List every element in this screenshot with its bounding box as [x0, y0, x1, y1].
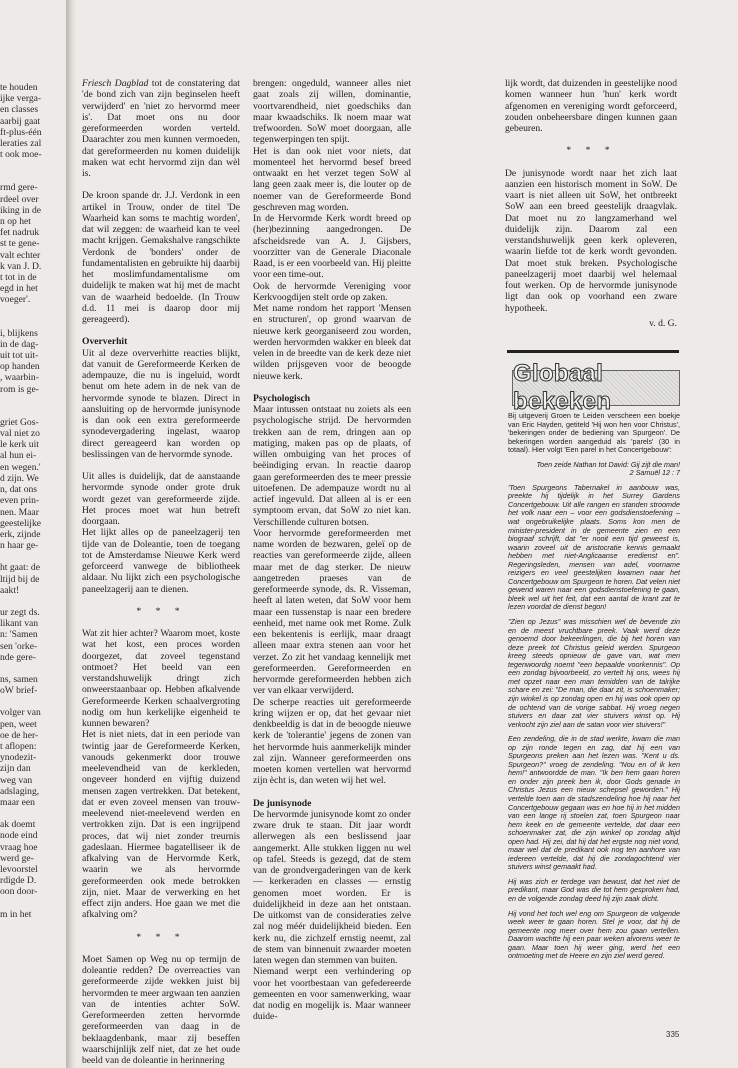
bleed-line: t aflopen:: [0, 740, 37, 752]
bleed-line: [0, 898, 64, 909]
bleed-line: oW brief-: [0, 685, 38, 697]
bleed-line: n, dat ons: [0, 484, 38, 496]
bleed-line: en classes: [0, 104, 39, 116]
column-3-text: [505, 78, 677, 329]
paragraph: De kroon spande dr. J.J. Verdonk in een artikel in Trouw, onder de titel 'De Waarheid kan soms te machtig worden', dat wil zeggen: de waarheid kan te veel macht krijgen. Gemakshalve rangschikte Verdonk de 'bonders' onder de fundamentalisten en gebruikte hij daarbij het moslimfundamentalisme om duidelijk te maken wat hij met de macht van de waarheid bedoelde. (In Trouw d.d. 11 mei is daarop door mij gereageerd).: [82, 190, 240, 325]
bleed-line: le kerk uit: [0, 439, 39, 451]
bleed-line: m in het: [0, 908, 32, 920]
bleed-line: erk, zijnde: [0, 528, 41, 540]
paragraph: Moet Samen op Weg nu op termijn de doleantie redden? De overreacties van gereformeerde zijde wekken juist bij hervormden te meer argwaan ten aanzien van de intenties achter SoW. Gereformeerden zetten hervormde gereformeerden van daag in de beklaagdenbank, maar zij beseffen waarschijnlijk zelf niet, dat ze het oude beeld van de doleantie in herinnering: [82, 953, 240, 1066]
box-paragraph: Hij was zich er terdege van bewust, dat het niet de predikant, maar God was die tot hem gesproken had, en de volgende zondag deed hij zijn zaak dicht.: [508, 876, 680, 903]
paragraph-text: tot de constatering dat 'de bond zich van zijn beginselen heeft verwijderd' en 'niet zo hervormd meer is'. Dat moet ons nu door gereformeerden worden verteld. Daarachter zou men kunnen vermoeden, dat gereformeerden nu komen duidelijk maken wat echt hervormd zijn dan wèl is.: [82, 78, 240, 179]
bleed-line: st te gene-: [0, 238, 40, 250]
paper-name: Friesch Dagblad: [82, 78, 149, 89]
bleed-line: ltijd bij de: [0, 573, 40, 585]
bleed-line: rdigde D.: [0, 875, 37, 887]
bleed-line: k van J. D.: [0, 260, 42, 272]
bleed-line: [0, 306, 64, 317]
bleed-line: n haar ge-: [0, 540, 39, 552]
bleed-line: levoorstel: [0, 863, 38, 875]
bleed-line: rmd gere-: [0, 182, 38, 194]
bleed-line: node eind: [0, 830, 38, 842]
bleed-line: valt echter: [0, 249, 41, 261]
bleed-line: te houden: [0, 82, 38, 93]
bleed-line: oon door-: [0, 886, 38, 898]
verse-text: Toen zeide Nathan tot David: Gij zijt die man!: [536, 459, 680, 469]
subheading: Psychologisch: [253, 392, 311, 404]
bleed-line: ns, samen: [0, 673, 38, 685]
paragraph: De junisynode wordt naar het zich laat aanzien een historisch moment in SoW. De vaart is niet alleen uit SoW, het ontbreekt SoW aan een breed geestelijk draagvlak. Dat moet nu zo langzamerhand wel duidelijk zijn. Daarom zal een verstandshuwelijk geen kerk opleveren, waarin liefde tot de kerk wordt gevonden. Dat moet stuk breken. Psychologische paneelzagerij moet daarbij wel helemaal fout werken. Op de hervormde junisynode ligt dan ook op voorhand een zware hypotheek.: [505, 167, 677, 314]
paragraph: Met name rondom het rapport 'Mensen en structuren', op grond waarvan de nieuwe kerk georganiseerd zou worden, werden hervormden wakker en bleek dat velen in de breedte van de kerk deze niet wilden prijsgeven voor de beoogde nieuwe kerk.: [253, 303, 411, 382]
bleed-line: n op het: [0, 216, 31, 228]
bleed-line: even prin-: [0, 495, 40, 507]
bleed-line: [0, 696, 64, 707]
paragraph: lijk wordt, dat duizenden in geestelijke nood komen wanneer hun 'hun' kerk wordt afgenomen en vereniging wordt geforceerd, zouden onbeheersbare dingen kunnen gaan gebeuren.: [505, 78, 677, 134]
bleed-line: ur zegt ds.: [0, 606, 40, 618]
box-title-banner: [512, 360, 680, 415]
bleed-line: zijn dan: [0, 763, 31, 775]
paragraph: De scherpe reacties uit gereformeerde kring wijzen er op, dat het gevaar niet denkbeeldig is dat in de beoogde nieuwe kerk de 'tolerantie' jegens de zonen van het hervormde huis aanmerkelijk minder zal zijn. Wanneer gereformeerden ons moeten komen vertellen wat hervormd zijn ècht is, dan weten wij het wel.: [253, 696, 411, 787]
bleed-line: ak doemt: [0, 819, 36, 831]
paragraph: Maar intussen ontstaat nu zoiets als een psychologische strijd. De hervormden trekken aan de rem, dringen aan op matiging, maken pas op de plaats, of willen ombuiging van het proces of beëindiging ervan. In reactie daarop gaan gereformeerden des te meer pressie uitoefenen. De adempauze wordt nu al actief ingevuld. Dat alleen al is er een symptoom ervan, dat SoW zo niet kan. Verschillende culturen botsen.: [253, 404, 411, 528]
bleed-line: uit tot uit-: [0, 350, 39, 362]
bleed-line: [0, 663, 64, 674]
bleed-line: leraties zal: [0, 138, 42, 150]
paragraph: [82, 78, 240, 179]
bleed-line: werd ge-: [0, 852, 34, 864]
bleed-line: in de dag-: [0, 338, 39, 350]
bleed-line: ynodezit-: [0, 752, 37, 764]
column-1: [82, 78, 240, 1066]
book-gutter: [66, 0, 76, 1068]
paragraph: Voor hervormde gereformeerden met name worden de bezwaren, geleï op de reacties van gereformeerde zijde, alleen maar met de dag sterker. De nieuw aangetreden praeses van de gereformeerde synode, ds. R. Visseman, heeft al laten weten, dat SoW voor hem maar een tussenstap is naar een bredere eenheid, met name ook met Rome. Zulk een bekentenis is eerlijk, maar draagt alleen maar extra stenen aan voor het verzet. Zo zit het vandaag kennelijk met gereformeerden. Gereformeerden en hervormde gereformeerden hebben zich ver van elkaar verwijderd.: [253, 527, 411, 697]
bleed-line: [0, 160, 64, 171]
subheading: De junisynode: [253, 797, 312, 809]
bleed-line: griet Gos-: [0, 416, 39, 428]
bleed-line: likant van: [0, 618, 39, 630]
paragraph: Uit al deze oververhitte reacties blijkt, dat vanuit de Gereformeerde Kerken de adempauze, die nu is ingeluid, wordt benut om hete adem in de nek van de hervormde synode te blazen. Direct in aansluiting op de hervormde junisynode is dan ook een extra gereformeerde synodevergadering ingelast, waarop direct gereageerd kan worden op beslissingen van de hervormde synode.: [82, 347, 240, 460]
box-paragraph: 'Toen Spurgeons Tabernakel in aanbouw was, preekte hij tijdelijk in het Surrey Gardens Concertgebouw. Uit alle rangen en standen stroomde het volk naar een – voor een godsdienstoefening – wat ongebruikelijke plaats. Soms kon men de minister-president in de gemeente zien en een biograaf schrijft, dat "er nooit een tijd geweest is, waarin zoveel uit de aristocratie kennis gemaakt hebben met niet-Anglicaanse eredienst en". Regeringsleden, mensen van adel, voorname reizigers en veel geestelijken kwamen naar het Concertgebouw om Spurgeon te horen. Dat velen niet gewend waren naar een godsdienstoefening te gaan, bleek wel uit het feit, dat een aantal de krant zat te lezen voordat de dienst begon!: [508, 482, 680, 612]
bleed-line: val niet zo: [0, 428, 40, 440]
bleed-line: rdeel over: [0, 193, 39, 205]
paragraph: Ook de hervormde Vereniging voor Kerkvoogdijen stelt orde op zaken.: [253, 280, 411, 303]
bleed-line: pen, weet: [0, 718, 37, 730]
bleed-line: [0, 395, 64, 406]
bleed-line: fet nadruk: [0, 227, 40, 239]
bleed-line: geestelijke: [0, 517, 42, 529]
bleed-line: n: 'Samen: [0, 629, 38, 641]
bleed-line: sen 'orke-: [0, 640, 38, 652]
paragraph: De hervormde junisynode komt zo onder zware druk te staan. Dit jaar wordt allerwegen als een beslissend jaar aangemerkt. Alle stukken liggen nu wel op tafel. Steeds is gezegd, dat de stem van de grondvergaderingen van de kerk — kerkeraden en classes — ernstig genomen moet worden. Er is duidelijkheid in deze aan het ontstaan. De uitkomst van de consideraties zelve zal nog méér duidelijkheid bieden. Een kerk nu, die zichzelf ernstig neemt, zal de stem van binnenuit zwaarder moeten laten wegen dan stemmen van buiten.: [253, 808, 411, 966]
bleed-line: en wegen.': [0, 461, 41, 473]
bleed-line: ft-plus-één: [0, 126, 42, 138]
section-separator: * * *: [566, 145, 616, 157]
bleed-line: op handen: [0, 361, 40, 373]
heavy-rule: [507, 350, 679, 353]
bleed-line: aarbij gaat: [0, 115, 41, 127]
paragraph: Het is dan ook niet voor niets, dat momenteel het hervormd besef breed ontwaakt en het verzet tegen SoW al lang geen zaak meer is, die louter op de noemer van de Gereformeerde Bond geschreven mag worden.: [253, 145, 411, 213]
bleed-line: adslaging,: [0, 785, 40, 797]
bleed-line: maar een: [0, 796, 35, 808]
author-signature: v. d. G.: [649, 317, 677, 329]
box-paragraph: Hij vond het toch wel eng om Spurgeon de volgende week weer te gaan horen. Stel je voor, dat hij de gemeente nog meer over hem zou gaan vertellen. Daarom wachtte hij een paar weken alvorens weer te gaan. Maar toen hij weer ging, werd het een ontmoeting met de Heere en zijn ziel werd gered.: [508, 908, 680, 961]
bleed-line: oe de her-: [0, 729, 39, 741]
bleed-line: voeger'.: [0, 294, 31, 306]
bleed-line: [0, 171, 64, 182]
paragraph: In de Hervormde Kerk wordt breed op (her)bezinning aangedrongen. De afscheidsrede van A. J. Gijsbers, voorzitter van de Generale Diaconale Raad, is er een voorbeeld van. Hij pleitte voor een time-out.: [253, 213, 411, 281]
bleed-line: vraag hoe: [0, 841, 38, 853]
box-paragraph: "Zien op Jezus" was misschien wel de bevende zin en de meest vruchtbare preek. Vaak werd deze genoemd door bekeerlingen, die bij het horen van deze preek tot Christus geleid werden. Spurgeon kreeg steeds opnieuw de gave van, wat men tegenwoordig noemt "een bepaalde voorkennis". Op een zondag bijvoorbeeld, zo vertelt hij ons, wees hij met opzet naar een man temidden van de talrijke schare en zei: "De man, die daar zit, is schoenmaker; zijn winkel is op zondag open en hij was ook open op de ochtend van de vorige sabbat. Hij vroeg negen stuivers en daar zat vier stuivers winst op. Hij verkocht zijn ziel aan de satan voor vier stuivers!": [508, 617, 680, 729]
bleed-line: nde gere-: [0, 651, 36, 663]
paragraph: Het lijkt alles op de paneelzagerij ten tijde van de Doleantie, toen de toegang tot de Amsterdamse Nieuwe Kerk werd geforceerd vanwege de bibliotheek aldaar. Nu lijkt zich een psychologische paneelzagerij aan te dienen.: [82, 527, 240, 595]
bleed-line: egd in het: [0, 283, 38, 295]
bleed-line: rom is ge-: [0, 383, 39, 395]
box-paragraph: Een zendeling, die in de stad werkte, kwam die man op zijn ronde tegen en zag, dat hij een van Spurgeons preken aan het lezen was. "Kent u ds. Spurgeon?" vroeg de zendeling. "Nou en of ik ken hem!" antwoordde de man. "Ik ben hem gaan horen en onder zijn preek ben ik, door Gods genade in Christus Jezus een nieuw schepsel geworden." Hij vertelde toen aan de stadszendeling hoe hij naar het Concertgebouw gegaan was en hoe hij in het midden van een lange rij stoelen zat, toen Spurgeon naar hem keek en de gemeente vertelde, dat daar een schoenmaker zat, die zijn winkel op zondag altijd open had. Hij zei, dat hij dat het ergste nog niet vond, maar wel dat de predikant ook nog ten aanhore van iedereen vertelde, dat hij die zondagochtend vier stuivers winst gemaakt had.: [508, 734, 680, 872]
bleed-line: ijke verga-: [0, 93, 42, 105]
bleed-line: al hun ei-: [0, 450, 37, 462]
bleed-line: ht gaat: de: [0, 562, 40, 574]
verse-reference: 2 Samuël 12 : 7: [629, 468, 680, 478]
paragraph: Niemand werpt een verhindering op voor het voortbestaan van gefedereerde gemeenten en voor samenwerking, waar dat nodig en mogelijk is. Maar wanneer duide-: [253, 966, 411, 1023]
bleed-line: weg van: [0, 774, 33, 786]
bleed-line: iking in de: [0, 204, 42, 216]
box-title: Globaal bekeken: [513, 360, 612, 415]
column-2: [253, 78, 411, 1023]
bleed-line: i, blijkens: [0, 327, 38, 339]
paragraph: Wat zit hier achter? Waarom moet, koste wat het kost, een proces worden doorgezet, dat zoveel tegenstand ontmoet? Het beeld van een verstandshuwelijk dringt zich onweerstaanbaar op. Hebben afkalvende Gereformeerde Kerken schaalvergroting nodig om hun kerkelijke eigenheid te kunnen bewaren?: [82, 628, 240, 729]
bleed-line: t ook moe-: [0, 149, 42, 161]
bible-verse: [508, 461, 680, 478]
globaal-bekeken-box: [508, 412, 680, 1032]
bleed-line: [0, 596, 64, 607]
bleed-line: d zijn. We: [0, 472, 39, 484]
bleed-line: [0, 551, 64, 562]
bleed-line: , waarbin-: [0, 372, 39, 384]
bleed-line: volger van: [0, 707, 41, 719]
box-intro: Bij uitgeverij Groen te Leiden verscheen een boekje van Eric Hayden, getiteld 'Hij won hen voor Christus', 'bekeringen onder de bediening van Spurgeon'. De bekeringen worden aangeduid als 'parels' (30 in totaal). Hier volgt 'Een parel in het Concertgebouw':: [508, 411, 680, 455]
section-separator: * * *: [136, 605, 186, 617]
bleed-line: [0, 317, 64, 328]
previous-page-bleed-text: [0, 82, 64, 920]
page-number: 335: [666, 1030, 680, 1039]
bleed-line: [0, 808, 64, 819]
bleed-line: [0, 406, 64, 417]
paragraph: brengen: ongeduld, wanneer alles niet gaat zoals zij willen, dominantie, voortvarendheid, niet goedschiks dan maar kwaadschiks. Ik noem maar wat trefwoorden. SoW moet doorgaan, alle tegenwerpingen ten spijt.: [253, 78, 411, 146]
paragraph: Uit alles is duidelijk, dat de aanstaande hervormde synode onder grote druk wordt gezet van gereformeerde zijde. Het proces moet wat hun betreft doorgaan.: [82, 471, 240, 527]
paragraph: Het is niet niets, dat in een periode van twintig jaar de Gereformeerde Kerken, vanouds gekenmerkt door trouwe meelevendheid van de kerkleden, ongeveer honderd en vijftig duizend mensen zagen vertrekken. Dat betekent, dat er even zoveel mensen van trouw-meelevend niet-meelevend werden en vertrokken zijn. Dat is een ingrijpend proces, dat wij niet zonder treurnis gadeslaan. Hiermee bagatelliseer ik de afkalving van de Hervormde Kerk, waarin we als hervormde gereformeerden ook mede betrokken zijn, niet. Maar de verwerking en het effect zijn anders. Hoe gaan we met die afkalving om?: [82, 729, 240, 921]
section-separator: * * *: [136, 931, 186, 943]
bleed-line: nen. Maar: [0, 506, 39, 518]
bleed-line: aakt!: [0, 584, 20, 596]
bleed-line: t tot in de: [0, 272, 37, 284]
subheading: Oververhit: [82, 336, 128, 348]
